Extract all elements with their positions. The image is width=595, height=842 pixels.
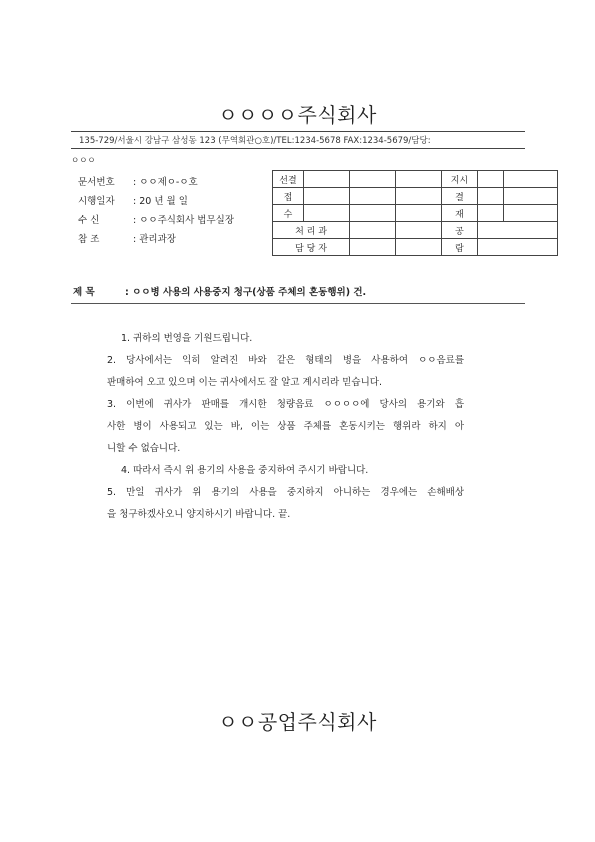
meta-label: 수 신 xyxy=(78,215,100,226)
subject-rule xyxy=(71,303,525,304)
approval-ram: 람 xyxy=(442,239,478,256)
approval-cell xyxy=(504,205,558,222)
body-paragraph-3-line-2: 사한 병이 사용되고 있는 바, 이는 상품 주체를 혼동시키는 행위라 하지 아 xyxy=(107,421,464,432)
approval-cell xyxy=(350,239,396,256)
approval-cell xyxy=(504,188,558,205)
subject-label: 제 목 xyxy=(73,287,95,298)
approval-jisi: 지시 xyxy=(442,171,478,188)
body-paragraph-4: 4. 따라서 즉시 위 용기의 사용을 중지하여 주시기 바랍니다. xyxy=(121,465,369,476)
approval-cell xyxy=(396,188,442,205)
address-top-rule xyxy=(71,131,525,132)
approval-cell xyxy=(478,239,558,256)
subject-text: : ㅇㅇ병 사용의 사용중지 청구(상품 주체의 혼동행위) 건. xyxy=(125,287,367,298)
approval-cell xyxy=(350,171,396,188)
approval-person-in-charge: 담 당 자 xyxy=(273,239,350,256)
footer-company: ㅇㅇ공업주식회사 xyxy=(218,710,377,734)
subject-line xyxy=(73,284,366,298)
approval-gong: 공 xyxy=(442,222,478,239)
meta-label: 시행일자 xyxy=(78,196,115,207)
approval-cell xyxy=(478,171,504,188)
body-paragraph-3-line-3: 니할 수 없습니다. xyxy=(107,443,181,454)
body-paragraph-2-line-2: 판매하여 오고 있으며 이는 귀사에서도 잘 알고 계시리라 믿습니다. xyxy=(107,377,382,388)
address-bottom-rule xyxy=(71,148,525,149)
approval-cell xyxy=(396,222,442,239)
approval-cell xyxy=(304,188,350,205)
approval-cell xyxy=(396,205,442,222)
meta-value: : ㅇㅇ제ㅇ-ㅇ호 xyxy=(133,177,198,188)
approval-cell xyxy=(304,171,350,188)
approval-cell xyxy=(350,205,396,222)
meta-value: : ㅇㅇ주식회사 법무실장 xyxy=(133,215,235,226)
approval-cell xyxy=(478,188,504,205)
meta-value: : 관리과장 xyxy=(133,234,176,245)
meta-document-number xyxy=(78,174,198,188)
approval-cell xyxy=(396,239,442,256)
meta-reference xyxy=(78,231,176,245)
approval-cell xyxy=(396,171,442,188)
body-paragraph-2-line-1: 2. 당사에서는 익히 알려진 바와 같은 형태의 병을 사용하여 ㅇㅇ음료를 xyxy=(107,355,464,366)
approval-cell xyxy=(304,205,350,222)
meta-value: : 20 년 월 일 xyxy=(133,196,188,207)
company-title: ㅇㅇㅇㅇ주식회사 xyxy=(218,103,377,127)
approval-seongyeol: 선결 xyxy=(273,171,304,188)
approval-cell xyxy=(478,205,504,222)
approval-jeop: 접 xyxy=(273,188,304,205)
meta-label: 참 조 xyxy=(78,234,100,245)
company-address: 135-729/서울시 강남구 삼성동 123 (무역회관○호)/TEL:1234-5678 FAX:1234-5679/담당: xyxy=(79,136,431,146)
body-paragraph-5-line-1: 5. 만일 귀사가 위 용기의 사용을 중지하지 아니하는 경우에는 손해배상 xyxy=(107,487,464,498)
approval-table xyxy=(272,170,558,256)
meta-issue-date xyxy=(78,193,188,207)
meta-recipient xyxy=(78,212,234,226)
approval-cell xyxy=(478,222,558,239)
approval-cell xyxy=(350,188,396,205)
approval-gyeol: 결 xyxy=(442,188,478,205)
body-paragraph-3-line-1: 3. 이번에 귀사가 판매를 개시한 청량음료 ㅇㅇㅇㅇ에 당사의 용기와 흡 xyxy=(107,399,464,410)
approval-cell xyxy=(504,171,558,188)
company-address-continued: ㅇㅇㅇ xyxy=(71,156,96,166)
body-paragraph-1: 1. 귀하의 번영을 기원드립니다. xyxy=(121,333,253,344)
meta-label: 문서번호 xyxy=(78,177,115,188)
approval-jae: 재 xyxy=(442,205,478,222)
approval-processing-dept: 처 리 과 xyxy=(273,222,350,239)
approval-cell xyxy=(350,222,396,239)
body-paragraph-5-line-2: 을 청구하겠사오니 양지하시기 바랍니다. 끝. xyxy=(107,509,291,520)
approval-su: 수 xyxy=(273,205,304,222)
